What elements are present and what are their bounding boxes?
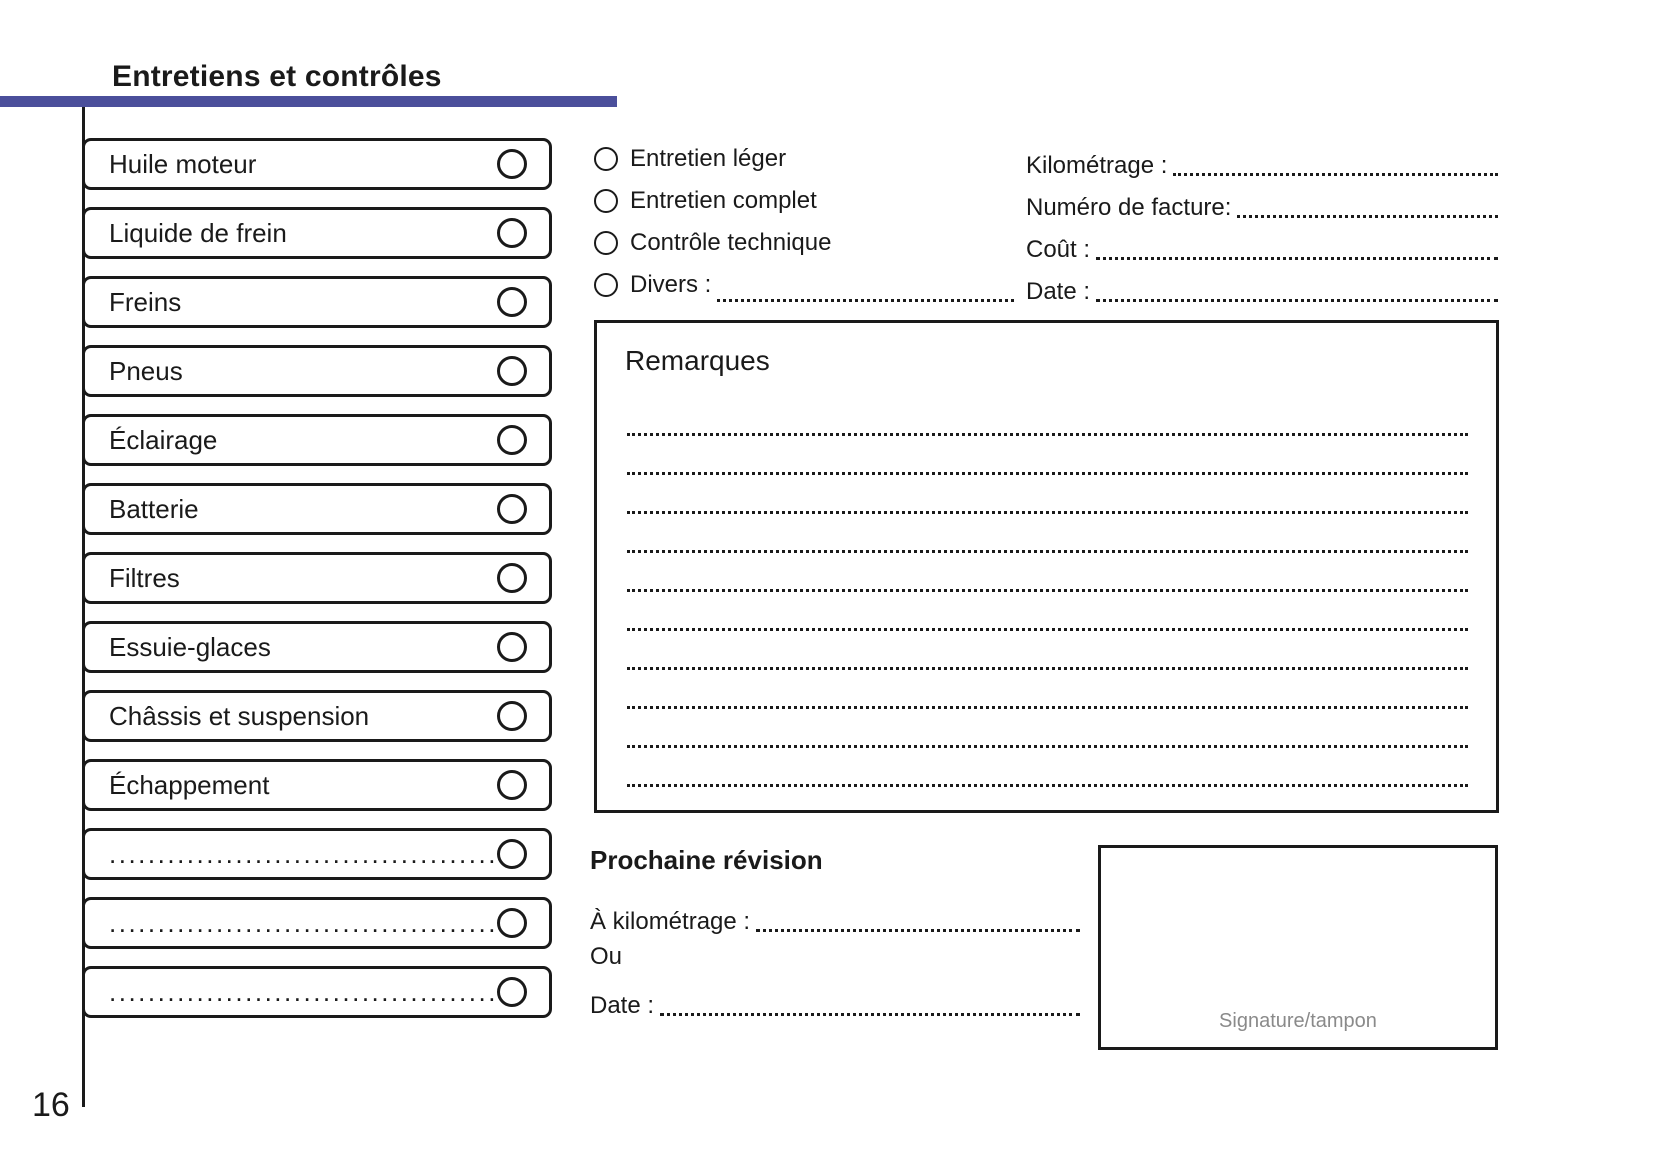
next-revision-mileage-field[interactable] <box>590 894 1080 936</box>
service-type-label: Divers : <box>630 271 712 298</box>
divers-input-line[interactable] <box>717 285 1014 302</box>
cost-input-line[interactable] <box>1096 243 1498 260</box>
checkbox-circle-icon[interactable] <box>497 425 527 455</box>
remarks-lines <box>627 397 1468 787</box>
next-revision-section <box>590 845 1080 1020</box>
checkbox-circle-icon[interactable] <box>497 770 527 800</box>
remarks-line[interactable] <box>627 397 1468 436</box>
page-title: Entretiens et contrôles <box>112 60 442 93</box>
checkbox-circle-icon[interactable] <box>497 563 527 593</box>
title-rule <box>0 96 617 107</box>
checkbox-circle-icon[interactable] <box>497 977 527 1007</box>
next-revision-or-label: Ou <box>590 943 623 970</box>
date-input-line[interactable] <box>1096 285 1498 302</box>
service-type-label: Contrôle technique <box>630 229 832 256</box>
radio-circle-icon[interactable] <box>594 147 618 171</box>
checklist-item-blank-line: ........................................ <box>109 907 498 938</box>
maintenance-checklist <box>82 138 552 1035</box>
checklist-item-label: Châssis et suspension <box>109 700 370 731</box>
service-type-option[interactable] <box>594 222 1014 264</box>
checklist-item[interactable] <box>82 138 552 190</box>
remarks-line[interactable] <box>627 709 1468 748</box>
radio-circle-icon[interactable] <box>594 189 618 213</box>
meta-field-date[interactable] <box>1026 264 1498 306</box>
checklist-item-label: Huile moteur <box>109 148 257 179</box>
service-meta-fields <box>1026 138 1498 306</box>
meta-field-label: Numéro de facture: <box>1026 194 1232 221</box>
signature-caption: Signature/tampon <box>1219 1010 1377 1032</box>
checklist-item-blank[interactable] <box>82 828 552 880</box>
checklist-item[interactable] <box>82 207 552 259</box>
remarks-box[interactable] <box>594 320 1499 813</box>
next-revision-date-input-line[interactable] <box>660 999 1080 1016</box>
next-revision-date-field[interactable] <box>590 978 1080 1020</box>
checklist-item-label: Pneus <box>109 355 183 386</box>
remarks-line[interactable] <box>627 475 1468 514</box>
checkbox-circle-icon[interactable] <box>497 701 527 731</box>
checkbox-circle-icon[interactable] <box>497 908 527 938</box>
checklist-item-blank-line: ........................................ <box>109 976 498 1007</box>
checkbox-circle-icon[interactable] <box>497 287 527 317</box>
next-revision-mileage-input-line[interactable] <box>756 915 1080 932</box>
service-type-option[interactable] <box>594 180 1014 222</box>
meta-field-label: Kilométrage : <box>1026 152 1168 179</box>
remarks-line[interactable] <box>627 553 1468 592</box>
checklist-item[interactable] <box>82 690 552 742</box>
checkbox-circle-icon[interactable] <box>497 149 527 179</box>
checklist-item-label: Essuie-glaces <box>109 631 271 662</box>
checklist-item-label: Échappement <box>109 769 270 800</box>
checkbox-circle-icon[interactable] <box>497 839 527 869</box>
radio-circle-icon[interactable] <box>594 231 618 255</box>
meta-field-label: Date : <box>1026 278 1091 305</box>
checklist-item-label: Freins <box>109 286 182 317</box>
remarks-line[interactable] <box>627 436 1468 475</box>
radio-circle-icon[interactable] <box>594 273 618 297</box>
checklist-item-label: Filtres <box>109 562 180 593</box>
checklist-item[interactable] <box>82 483 552 535</box>
signature-box[interactable] <box>1098 845 1498 1050</box>
checkbox-circle-icon[interactable] <box>497 632 527 662</box>
invoice-number-input-line[interactable] <box>1237 201 1498 218</box>
remarks-line[interactable] <box>627 592 1468 631</box>
checklist-item[interactable] <box>82 552 552 604</box>
service-type-option-other[interactable] <box>594 264 1014 306</box>
mileage-input-line[interactable] <box>1173 159 1498 176</box>
next-revision-mileage-label: À kilométrage : <box>590 908 751 935</box>
remarks-line[interactable] <box>627 670 1468 709</box>
checklist-item-label: Éclairage <box>109 424 218 455</box>
checklist-item-blank-line: ........................................ <box>109 838 498 869</box>
remarks-title: Remarques <box>625 345 770 376</box>
next-revision-title: Prochaine révision <box>590 845 823 875</box>
page-number: 16 <box>32 1086 70 1124</box>
remarks-line[interactable] <box>627 514 1468 553</box>
checklist-item[interactable] <box>82 621 552 673</box>
meta-field-label: Coût : <box>1026 236 1091 263</box>
checklist-item[interactable] <box>82 276 552 328</box>
remarks-line[interactable] <box>627 631 1468 670</box>
service-type-option[interactable] <box>594 138 1014 180</box>
checklist-item-blank[interactable] <box>82 897 552 949</box>
remarks-line[interactable] <box>627 748 1468 787</box>
meta-field-cost[interactable] <box>1026 222 1498 264</box>
checklist-item[interactable] <box>82 414 552 466</box>
checkbox-circle-icon[interactable] <box>497 356 527 386</box>
service-type-label: Entretien complet <box>630 187 817 214</box>
checklist-item[interactable] <box>82 759 552 811</box>
checklist-item-label: Batterie <box>109 493 199 524</box>
meta-field-invoice-number[interactable] <box>1026 180 1498 222</box>
checklist-item-label: Liquide de frein <box>109 217 287 248</box>
checkbox-circle-icon[interactable] <box>497 494 527 524</box>
meta-field-mileage[interactable] <box>1026 138 1498 180</box>
service-type-label: Entretien léger <box>630 145 787 172</box>
checkbox-circle-icon[interactable] <box>497 218 527 248</box>
next-revision-date-label: Date : <box>590 992 655 1019</box>
checklist-item-blank[interactable] <box>82 966 552 1018</box>
service-type-group <box>594 138 1014 306</box>
checklist-item[interactable] <box>82 345 552 397</box>
